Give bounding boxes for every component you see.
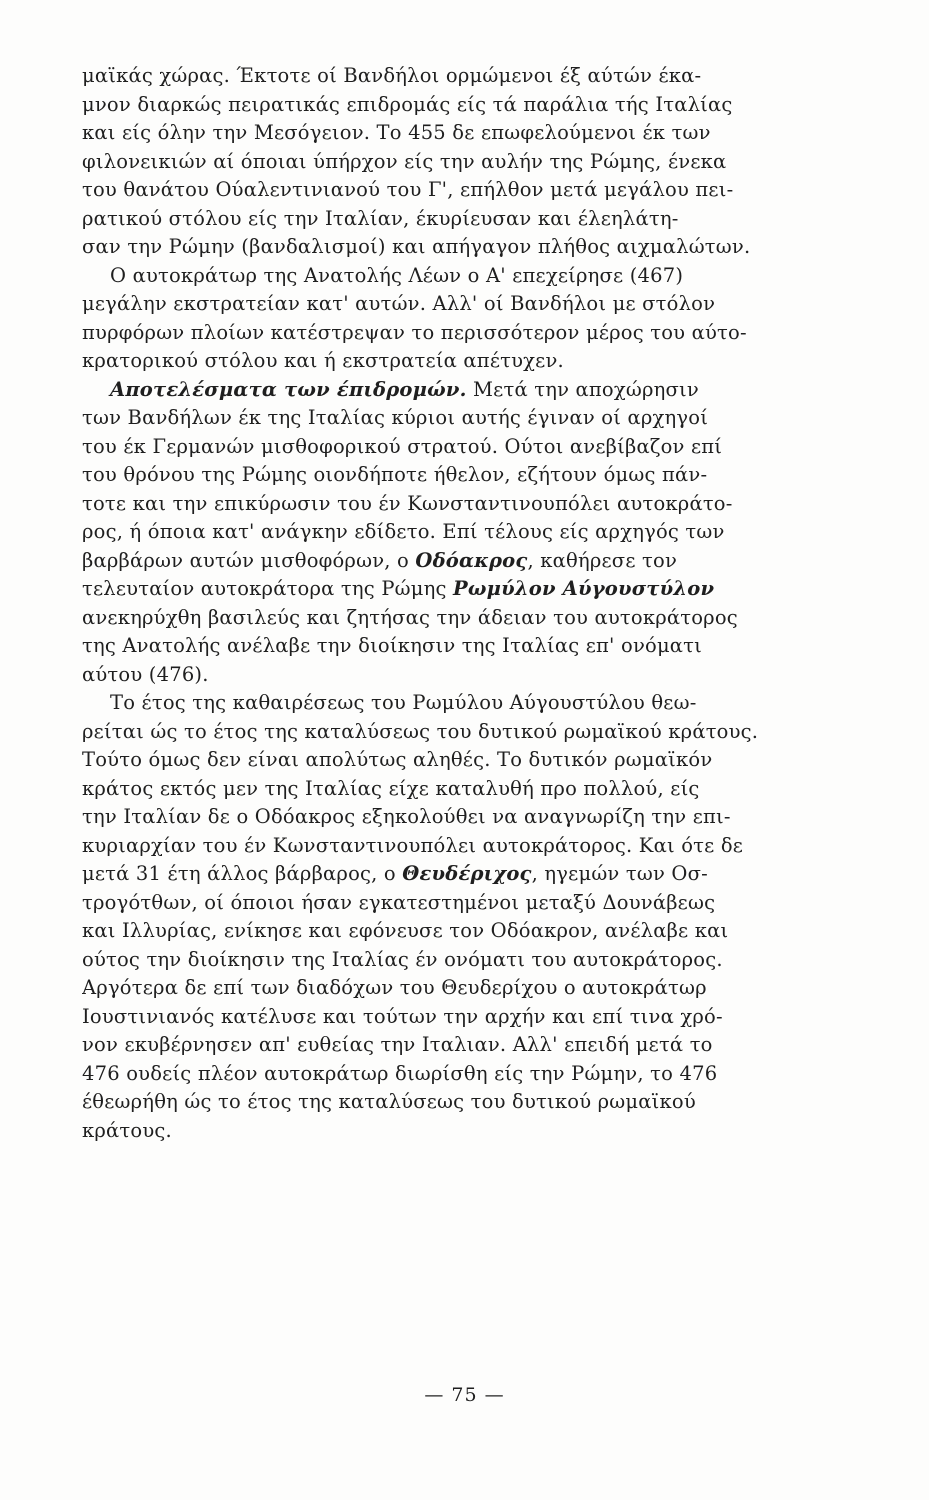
text-line (82, 518, 802, 547)
line-text: , καθήρεσε τον (527, 548, 678, 572)
line-text: πυρφόρων πλοίων κατέστρεψαν το περισσότερον μέρος του αύτο- (82, 320, 747, 344)
line-text: και είς όλην την Μεσόγειον. Το 455 δε επωφελούμενοι έκ των (82, 121, 711, 144)
text-line (82, 632, 802, 661)
text-line (82, 689, 802, 718)
text-line (82, 1003, 802, 1032)
text-line (82, 575, 802, 604)
line-text: αύτου (476). (82, 662, 209, 686)
line-text: Ο αυτοκράτωρ της Ανατολής Λέων ο Α' επεχείρησε (467) (110, 263, 684, 287)
line-text: μνον διαρκώς πειρατικάς επιδρομάς είς τά παράλια τής Ιταλίας (82, 92, 733, 116)
line-text: των Βανδήλων έκ της Ιταλίας κύριοι αυτής έγιναν οί αρχηγοί (82, 406, 709, 429)
line-text: μαϊκάς χώρας. Έκτοτε οί Βανδήλοι ορμώμενοι έξ αύτών έκα- (82, 64, 702, 87)
text-line (82, 376, 802, 405)
text-line (82, 205, 802, 234)
bold-heading-text: Θευδέριχος (402, 862, 532, 885)
line-text: την Ιταλίαν δε ο Οδόακρος εξηκολούθει να αναγνωρίζη την επι- (82, 805, 731, 828)
line-text: ρείται ώς το έτος της καταλύσεως του δυτικού ρωμαϊκού κράτους. (82, 719, 759, 743)
text-line (82, 917, 802, 946)
text-line (82, 290, 802, 319)
line-text: μετά 31 έτη άλλος βάρβαρος, ο (82, 862, 403, 885)
line-text: Ιουστινιανός κατέλυσε και τούτων την αρχήν και επί τινα χρό- (82, 1004, 723, 1028)
text-line (82, 661, 802, 690)
text-line (82, 547, 802, 576)
line-text: Αργότερα δε επί των διαδόχων του Θευδερίχου ο αυτοκράτωρ (82, 976, 707, 999)
text-line (82, 860, 802, 889)
text-line (82, 1031, 802, 1060)
text-line (82, 461, 802, 490)
line-text: του έκ Γερμανών μισθοφορικού στρατού. Ούτοι ανεβίβαζον επί (82, 434, 723, 458)
text-line (82, 604, 802, 633)
line-text: κράτους. (82, 1118, 172, 1142)
text-line (82, 775, 802, 804)
body-text (82, 62, 802, 1145)
line-text: ρατικού στόλου είς την Ιταλίαν, έκυρίευσαν και έλεηλάτη- (82, 206, 679, 230)
line-text: 476 ουδείς πλέον αυτοκράτωρ διωρίσθη είς την Ρώμην, το 476 (82, 1061, 718, 1085)
line-text: , ηγεμών των Οσ- (531, 862, 708, 885)
text-line (82, 91, 802, 120)
text-line (82, 832, 802, 861)
line-text: νον εκυβέρνησεν απ' ευθείας την Ιταλιαν. Αλλ' επειδή μετά το (82, 1033, 713, 1056)
line-text: Μετά την αποχώρησιν (466, 377, 699, 401)
text-line (82, 176, 802, 205)
text-line (82, 62, 802, 91)
line-text: ανεκηρύχθη βασιλεύς και ζητήσας την άδειαν του αυτοκράτορος (82, 605, 738, 629)
text-line (82, 262, 802, 291)
text-line (82, 233, 802, 262)
line-text: κράτος εκτός μεν της Ιταλίας είχε καταλυθή προ πολλού, είς (82, 776, 700, 800)
line-text: του θανάτου Ούαλεντινιανού του Γ', επήλθον μετά μεγάλου πει- (82, 178, 734, 201)
text-line (82, 1088, 802, 1117)
line-text: έθεωρήθη ώς το έτος της καταλύσεως του δυτικού ρωμαϊκού (82, 1090, 696, 1113)
text-line (82, 946, 802, 975)
text-line (82, 889, 802, 918)
line-text: βαρβάρων αυτών μισθοφόρων, ο (82, 548, 416, 572)
line-text: τελευταίον αυτοκράτορα της Ρώμης (82, 577, 454, 600)
line-text: ρος, ή όποια κατ' ανάγκην εδίδετο. Επί τέλους είς αρχηγός των (82, 520, 725, 543)
text-line (82, 974, 802, 1003)
line-text: σαν την Ρώμην (βανδαλισμοί) και απήγαγον πλήθος αιχμαλώτων. (82, 235, 751, 258)
text-line (82, 319, 802, 348)
line-text: και Ιλλυρίας, ενίκησε και εφόνευσε τον Οδόακρον, ανέλαβε και (82, 919, 729, 942)
text-line (82, 404, 802, 433)
line-text: μεγάλην εκστρατείαν κατ' αυτών. Αλλ' οί Βανδήλοι με στόλον (82, 292, 716, 315)
text-line (82, 119, 802, 148)
line-text: κρατορικού στόλου και ή εκστρατεία απέτυχεν. (82, 349, 564, 372)
text-line (82, 803, 802, 832)
line-text: τρογότθων, οί όποιοι ήσαν εγκατεστημένοι μεταξύ Δουνάβεως (82, 890, 716, 914)
text-line (82, 718, 802, 747)
line-text: ούτος την διοίκησιν της Ιταλίας έν ονόματι του αυτοκράτορος. (82, 947, 723, 971)
line-text: τοτε και την επικύρωσιν του έν Κωνσταντινουπόλει αυτοκράτο- (82, 491, 733, 515)
text-line (82, 148, 802, 177)
bold-heading-text: Ρωμύλον Αύγουστύλον (453, 577, 715, 600)
line-text: του θρόνου της Ρώμης οιονδήποτε ήθελον, εζήτουν όμως πάν- (82, 463, 708, 486)
bold-heading-text: Αποτελέσματα των έπιδρομών. (110, 377, 467, 401)
line-text: της Ανατολής ανέλαβε την διοίκησιν της Ιταλίας επ' ονόματι (82, 634, 703, 657)
text-line (82, 1117, 802, 1146)
text-line (82, 490, 802, 519)
line-text: κυριαρχίαν του έν Κωνσταντινουπόλει αυτοκράτορος. Και ότε δε (82, 833, 744, 857)
text-line (82, 1060, 802, 1089)
text-line (82, 347, 802, 376)
line-text: φιλονεικιών αί όποιαι ύπήρχον είς την αυλήν της Ρώμης, ένεκα (82, 149, 727, 173)
text-line (82, 746, 802, 775)
line-text: Το έτος της καθαιρέσεως του Ρωμύλου Αύγουστύλου θεω- (110, 691, 697, 714)
line-text: Τούτο όμως δεν είναι απολύτως αληθές. Το δυτικόν ρωμαϊκόν (82, 748, 713, 771)
text-line (82, 433, 802, 462)
bold-heading-text: Οδόακρος (415, 548, 528, 572)
page-number: — 75 — (424, 1384, 505, 1406)
